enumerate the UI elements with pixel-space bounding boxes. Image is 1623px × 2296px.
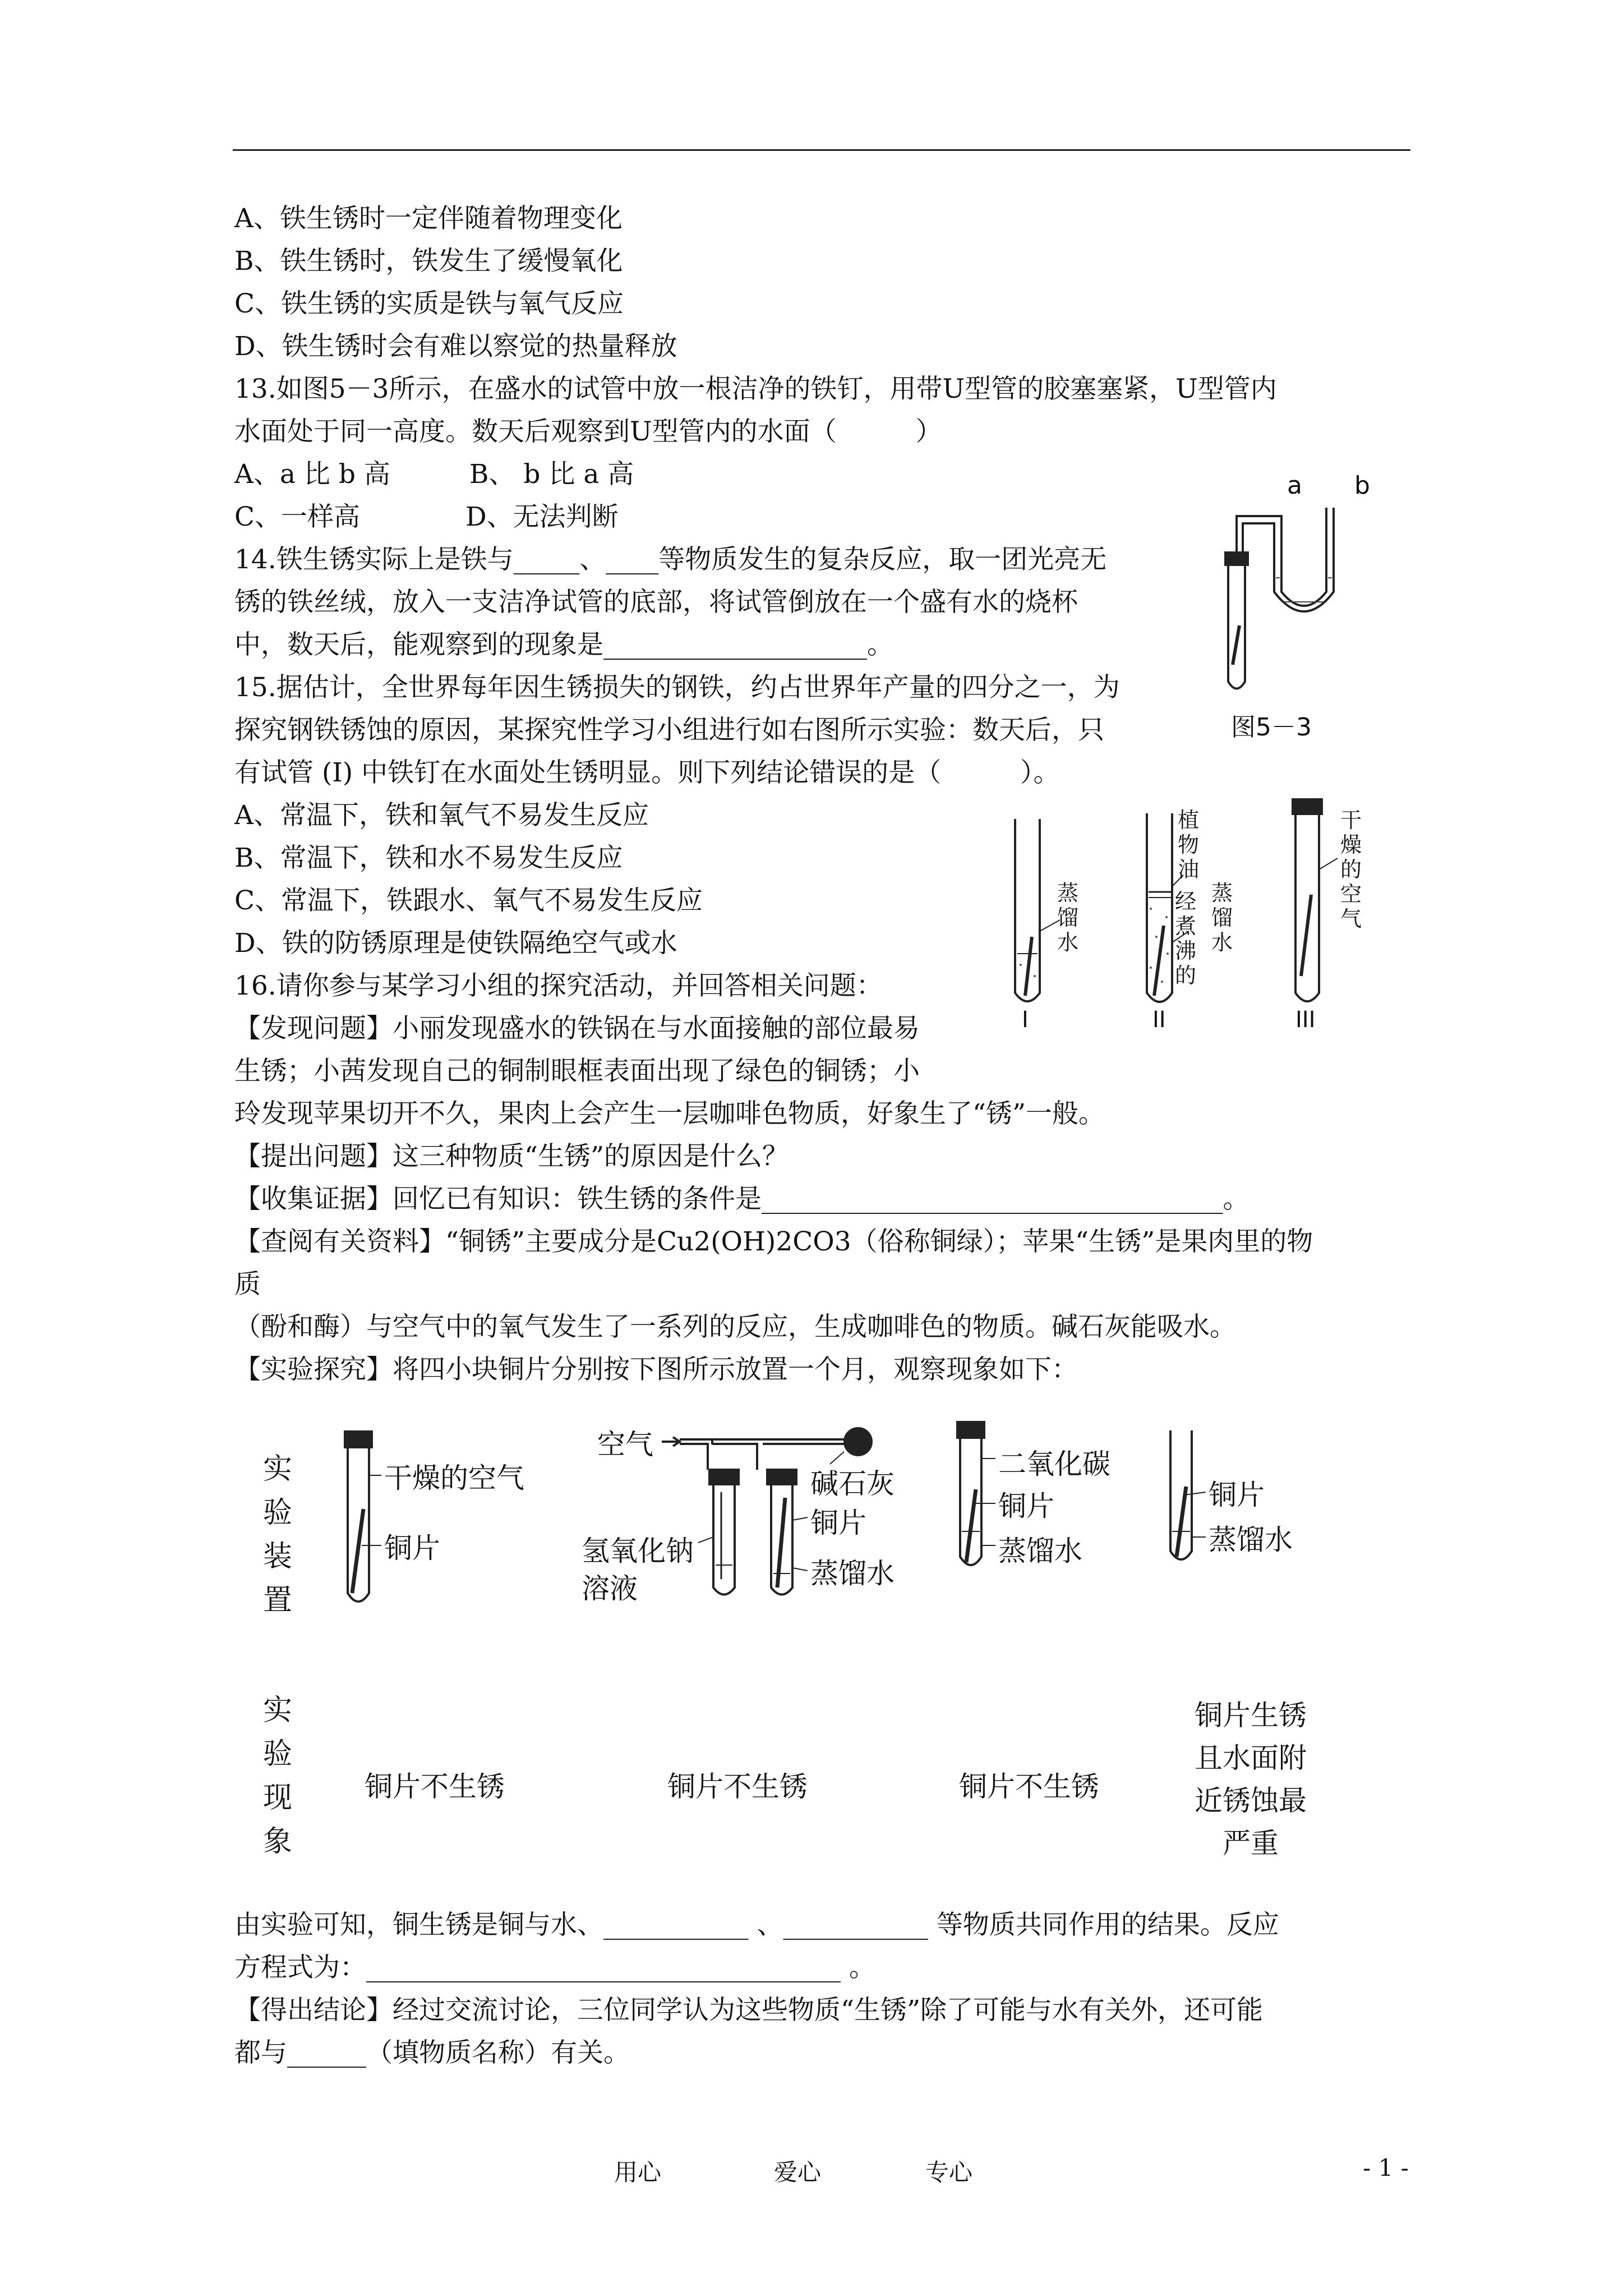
text-line: 13.如图5－3所示，在盛水的试管中放一根洁净的铁钉，用带U型管的胶塞塞紧，U型管内 bbox=[234, 374, 1277, 404]
text-line: A、常温下，铁和氧气不易发生反应 bbox=[234, 800, 649, 831]
text-line: （酚和酶）与空气中的氧气发生了一系列的反应，生成咖啡色的物质。碱石灰能吸水。 bbox=[234, 1312, 1236, 1342]
observation-1: 铜片不生锈 bbox=[365, 1770, 505, 1803]
text-line: 15.据估计，全世界每年因生锈损失的钢铁，约占世界年产量的四分之一，为 bbox=[234, 672, 1120, 703]
observation-4-line: 严重 bbox=[1223, 1827, 1279, 1860]
device-2 bbox=[583, 1419, 931, 1616]
text-line: 【查阅有关资料】“铜锈”主要成分是Cu2(OH)2CO3（俗称铜绿）；苹果“生锈”是果肉里的物 bbox=[234, 1226, 1313, 1257]
observation-3: 铜片不生锈 bbox=[959, 1770, 1099, 1803]
footer-text-1: 用心 bbox=[614, 2159, 662, 2186]
text-line: 【得出结论】经过交流讨论，三位同学认为这些物质“生锈”除了可能与水有关外，还可能 bbox=[234, 1995, 1264, 2026]
device-4 bbox=[1161, 1425, 1340, 1582]
observation-4 bbox=[1178, 1694, 1324, 1865]
text-line: C、常温下，铁跟水、氧气不易发生反应 bbox=[234, 885, 703, 916]
d2-water-label: 蒸馏水 bbox=[810, 1557, 895, 1590]
text-line: 锈的铁丝绒，放入一支洁净试管的底部，将试管倒放在一个盛有水的烧杯 bbox=[234, 587, 1078, 618]
text-line: 【发现问题】小丽发现盛水的铁锅在与水面接触的部位最易 bbox=[234, 1013, 920, 1044]
device-3 bbox=[951, 1416, 1136, 1602]
text-line: D、铁生锈时会有难以察觉的热量释放 bbox=[234, 331, 677, 362]
text-line: 探究钢铁锈蚀的原因，某探究性学习小组进行如右图所示实验：数天后，只 bbox=[234, 715, 1104, 746]
tube3-numeral: III bbox=[1295, 1007, 1316, 1033]
text-line: 玲发现苹果切开不久，果肉上会产生一层咖啡色物质，好象生了“锈”一般。 bbox=[234, 1098, 1105, 1129]
footer-text-2: 爱心 bbox=[774, 2159, 822, 2186]
d2-naoh-label-2: 溶液 bbox=[582, 1572, 638, 1605]
u-tube-apparatus bbox=[1206, 474, 1391, 698]
text-line: A、铁生锈时一定伴随着物理变化 bbox=[234, 203, 623, 234]
tube3-label: 干燥的空气 bbox=[1340, 808, 1362, 931]
text-line: 【收集证据】回忆已有知识：铁生锈的条件是___________________________________。 bbox=[234, 1184, 1249, 1214]
figure-caption: 图5－3 bbox=[1231, 713, 1312, 742]
text-line: B、铁生锈时，铁发生了缓慢氧化 bbox=[234, 246, 623, 277]
d2-cu-label: 铜片 bbox=[810, 1507, 866, 1539]
text-line: A、a 比 b 高 B、 b 比 a 高 bbox=[234, 459, 634, 490]
text-line: 都与______（填物质名称）有关。 bbox=[234, 2037, 630, 2068]
text-line: C、铁生锈的实质是铁与氧气反应 bbox=[234, 288, 624, 319]
page-number: - 1 - bbox=[1363, 2154, 1409, 2182]
d2-air-label: 空气 bbox=[597, 1428, 653, 1461]
text-line: D、铁的防锈原理是使铁隔绝空气或水 bbox=[234, 928, 677, 959]
figure-q15-tubes bbox=[1004, 797, 1385, 1043]
observation-4-line: 近锈蚀最 bbox=[1195, 1784, 1307, 1817]
text-line: 16.请你参与某学习小组的探究活动，并回答相关问题： bbox=[234, 970, 883, 1001]
text-line: 生锈；小茜发现自己的铜制眼框表面出现了绿色的铜锈；小 bbox=[234, 1056, 920, 1087]
text-line: 中，数天后，能观察到的现象是____________________。 bbox=[234, 629, 893, 660]
text-line: 质 bbox=[234, 1269, 261, 1300]
device-1 bbox=[336, 1425, 538, 1610]
tube2-numeral: II bbox=[1152, 1007, 1166, 1033]
text-line: 有试管 (I) 中铁钉在水面处生锈明显。则下列结论错误的是（ ）。 bbox=[234, 757, 1060, 788]
row-label-observation: 实验现象 bbox=[262, 1694, 292, 1858]
text-line: B、常温下，铁和水不易发生反应 bbox=[234, 843, 623, 873]
tube2-boiled-label: 经煮沸的 bbox=[1175, 889, 1197, 988]
device-1-drawing bbox=[336, 1425, 538, 1610]
label-a: a bbox=[1287, 471, 1302, 500]
label-b: b bbox=[1354, 471, 1370, 500]
tube1-label: 蒸馏水 bbox=[1057, 881, 1079, 955]
d2-lime-label: 碱石灰 bbox=[810, 1467, 895, 1500]
text-line: 【实验探究】将四小块铜片分别按下图所示放置一个月，观察现象如下： bbox=[234, 1354, 1078, 1385]
d4-cu-label: 铜片 bbox=[1209, 1479, 1265, 1511]
d2-naoh-label-1: 氢氧化钠 bbox=[582, 1535, 694, 1567]
text-line: 14.铁生锈实际上是铁与_____、____等物质发生的复杂反应，取一团光亮无 bbox=[234, 544, 1107, 575]
text-line: 由实验可知，铜生锈是铜与水、___________ 、___________ 等物质共同作用的结果。反应 bbox=[234, 1910, 1279, 1940]
header-rule bbox=[233, 149, 1410, 151]
text-line: 【提出问题】这三种物质“生锈”的原因是什么？ bbox=[234, 1141, 789, 1172]
figure-5-3 bbox=[1206, 471, 1391, 749]
text-line: C、一样高 D、无法判断 bbox=[234, 501, 619, 532]
footer-text-3: 专心 bbox=[925, 2159, 973, 2186]
d1-cu-label: 铜片 bbox=[384, 1532, 440, 1565]
d1-air-label: 干燥的空气 bbox=[384, 1462, 524, 1494]
tube2-water-label: 蒸馏水 bbox=[1211, 881, 1233, 955]
row-label-device: 实验装置 bbox=[262, 1452, 292, 1617]
text-line: 水面处于同一高度。数天后观察到U型管内的水面（ ） bbox=[234, 416, 942, 447]
tube1-numeral: I bbox=[1022, 1007, 1029, 1033]
text-line: 方程式为：____________________________________ 。 bbox=[234, 1952, 875, 1983]
observation-2: 铜片不生锈 bbox=[667, 1770, 808, 1803]
d3-co2-label: 二氧化碳 bbox=[998, 1448, 1110, 1480]
observation-4-line: 且水面附 bbox=[1195, 1742, 1307, 1774]
observation-4-line: 铜片生锈 bbox=[1195, 1699, 1307, 1732]
d3-water-label: 蒸馏水 bbox=[998, 1535, 1082, 1567]
d4-water-label: 蒸馏水 bbox=[1209, 1524, 1293, 1556]
tube2-oil-label: 植物油 bbox=[1178, 808, 1200, 882]
d3-cu-label: 铜片 bbox=[998, 1490, 1054, 1522]
